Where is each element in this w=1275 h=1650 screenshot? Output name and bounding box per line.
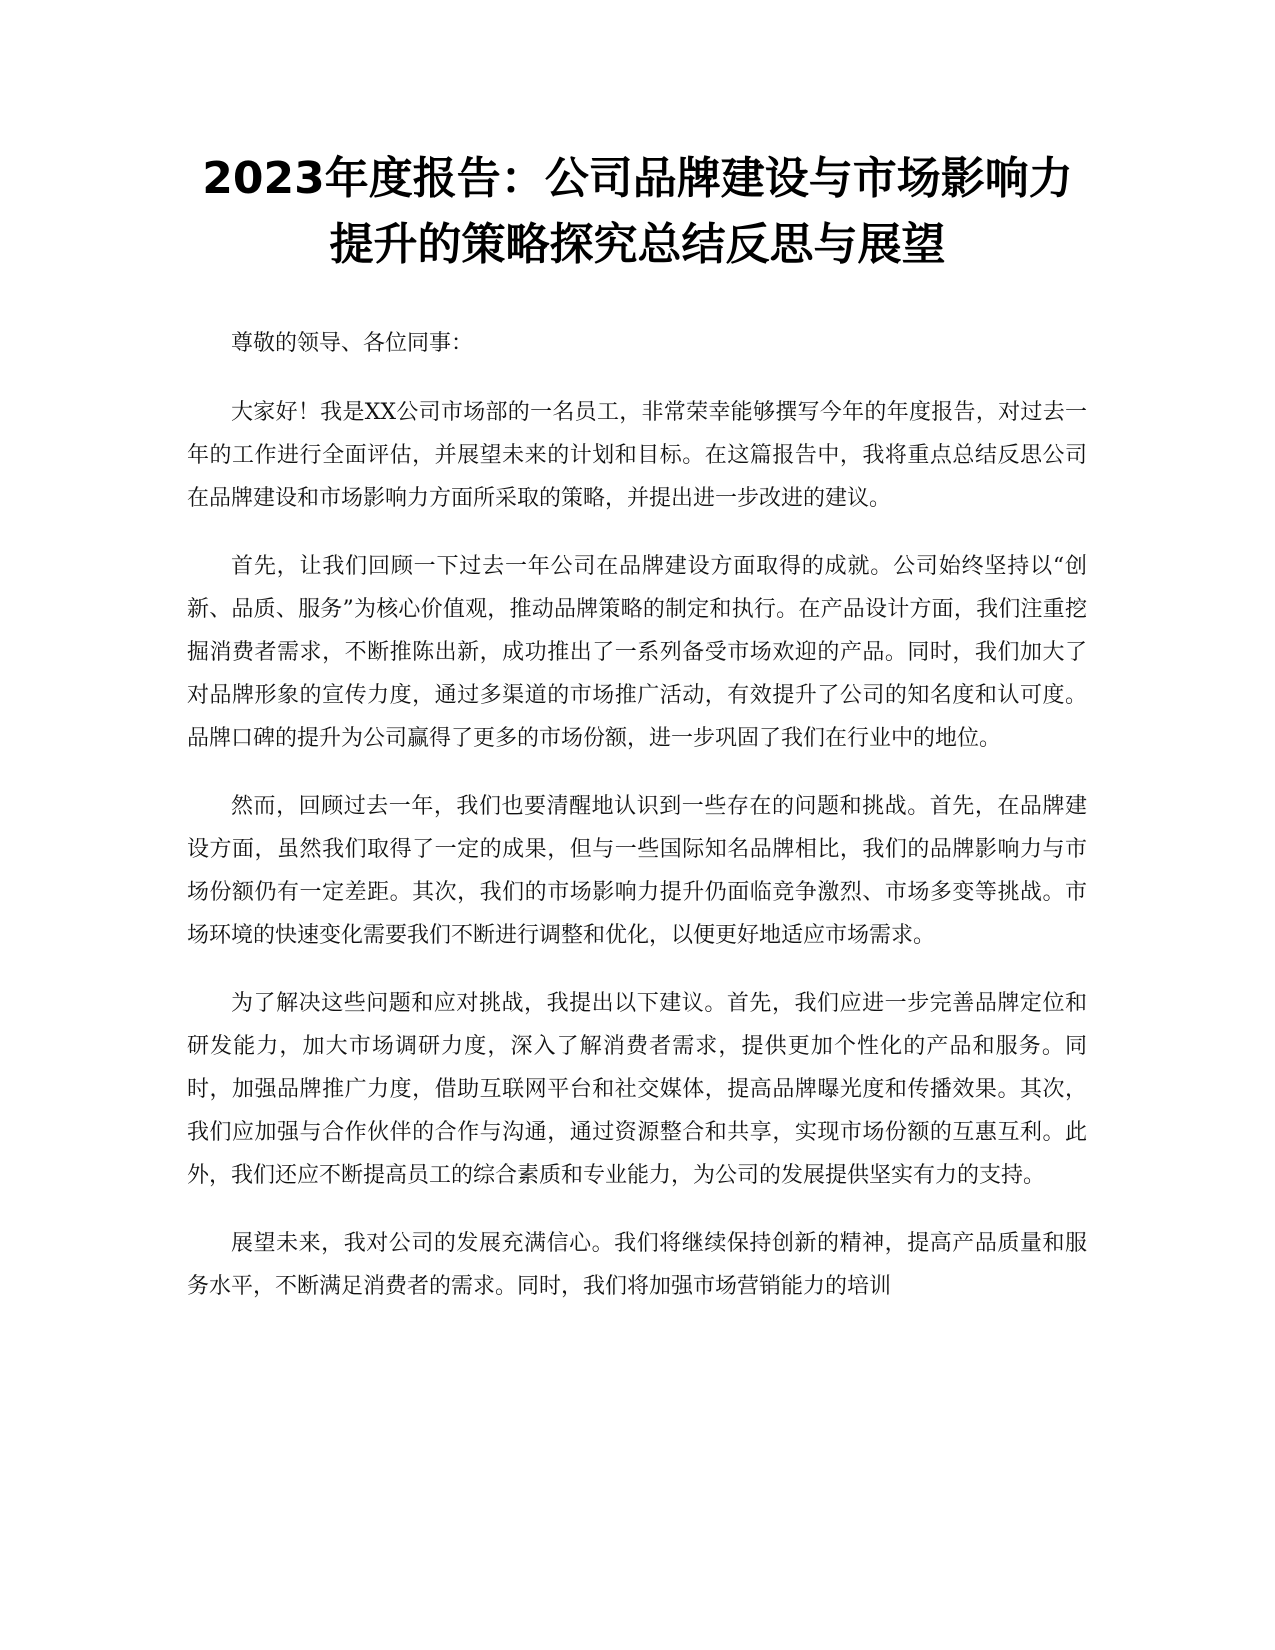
paragraph-introduction: 大家好！我是XX公司市场部的一名员工，非常荣幸能够撰写今年的年度报告，对过去一年的工作进行全面评估，并展望未来的计划和目标。在这篇报告中，我将重点总结反思公司在品牌建设和市场影响力方面所采取的策略，并提出进一步改进的建议。 (187, 400, 1087, 511)
paragraph-achievements: 首先，让我们回顾一下过去一年公司在品牌建设方面取得的成就。公司始终坚持以“创新、品质、服务”为核心价值观，推动品牌策略的制定和执行。在产品设计方面，我们注重挖掘消费者需求，不断推陈出新，成功推出了一系列备受市场欢迎的产品。同时，我们加大了对品牌形象的宣传力度，通过多渠道的市场推广活动，有效提升了公司的知名度和认可度。品牌口碑的提升为公司赢得了更多的市场份额，进一步巩固了我们在行业中的地位。 (187, 554, 1087, 751)
paragraph-outlook: 展望未来，我对公司的发展充满信心。我们将继续保持创新的精神，提高产品质量和服务水平，不断满足消费者的需求。同时，我们将加强市场营销能力的培训 (187, 1231, 1087, 1299)
document-title (150, 146, 1125, 278)
title-line-2: 提升的策略探究总结反思与展望 (329, 219, 946, 270)
salutation: 尊敬的领导、各位同事： (231, 331, 474, 356)
document-body (187, 322, 1087, 1333)
paragraph-recommendations: 为了解决这些问题和应对挑战，我提出以下建议。首先，我们应进一步完善品牌定位和研发能力，加大市场调研力度，深入了解消费者需求，提供更加个性化的产品和服务。同时，加强品牌推广力度，借助互联网平台和社交媒体，提高品牌曝光度和传播效果。其次，我们应加强与合作伙伴的合作与沟通，通过资源整合和共享，实现市场份额的互惠互利。此外，我们还应不断提高员工的综合素质和专业能力，为公司的发展提供坚实有力的支持。 (187, 991, 1087, 1188)
title-line-1: 2023年度报告：公司品牌建设与市场影响力 (202, 153, 1073, 204)
paragraph-challenges: 然而，回顾过去一年，我们也要清醒地认识到一些存在的问题和挑战。首先，在品牌建设方面，虽然我们取得了一定的成果，但与一些国际知名品牌相比，我们的品牌影响力与市场份额仍有一定差距。其次，我们的市场影响力提升仍面临竞争激烈、市场多变等挑战。市场环境的快速变化需要我们不断进行调整和优化，以便更好地适应市场需求。 (187, 794, 1087, 948)
